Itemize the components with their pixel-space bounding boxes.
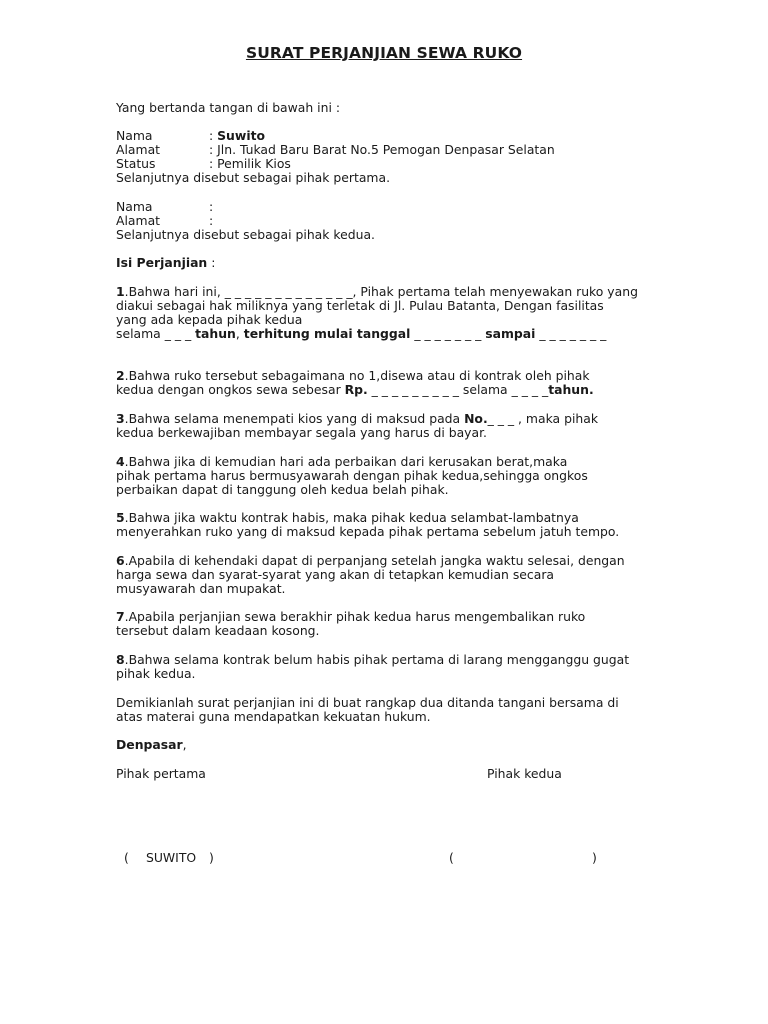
party1-address-value: : Jln. Tukad Baru Barat No.5 Pemogan Denpasar Selatan bbox=[209, 142, 555, 157]
clause-1-line-2: diakui sebagai hak miliknya yang terletak di Jl. Pulau Batanta, Dengan fasilitas bbox=[116, 298, 604, 313]
clause-3-number: 3 bbox=[116, 411, 125, 426]
contents-colon: : bbox=[207, 255, 216, 270]
clause-1-terhitung: terhitung mulai tanggal bbox=[243, 326, 411, 341]
party1-paren-close: ) bbox=[209, 850, 214, 865]
party1-signature-name: SUWITO bbox=[146, 850, 197, 865]
party2-name-label: Nama bbox=[116, 199, 153, 214]
clause-6-line-3: musyawarah dan mupakat. bbox=[116, 581, 286, 596]
clause-4-line-3: perbaikan dapat di tanggung oleh kedua belah pihak. bbox=[116, 482, 449, 497]
clause-1-line-4 bbox=[116, 327, 606, 341]
party2-address-label: Alamat bbox=[116, 213, 161, 228]
party1-paren-open: ( bbox=[124, 850, 129, 865]
party2-name-row bbox=[116, 200, 213, 214]
clause-1-text-1: .Bahwa hari ini, _ _ _ _ _ _ _ _ _ _ _ _ _, Pihak pertama telah menyewakan ruko yang bbox=[124, 284, 638, 299]
clause-1-line-3: yang ada kepada pihak kedua bbox=[116, 312, 303, 327]
clause-5-line-1 bbox=[116, 511, 579, 525]
intro-text: Yang bertanda tangan di bawah ini : bbox=[116, 100, 341, 115]
clause-8-text-1: .Bahwa selama kontrak belum habis pihak pertama di larang mengganggu gugat bbox=[124, 652, 630, 667]
clause-6-text-1: .Apabila di kehendaki dapat di perpanjang setelah jangka waktu selesai, dengan bbox=[124, 553, 625, 568]
clause-2-text-2: kedua dengan ongkos sewa sebesar bbox=[116, 382, 345, 397]
party2-closing: Selanjutnya disebut sebagai pihak kedua. bbox=[116, 227, 375, 242]
clause-7-line-1 bbox=[116, 610, 585, 624]
clause-1-period-blank: selama _ _ _ bbox=[116, 326, 196, 341]
clause-3-text-1b: _ _ _ , maka pihak bbox=[487, 411, 599, 426]
clause-3-line-2: kedua berkewajiban membayar segala yang harus di bayar. bbox=[116, 425, 487, 440]
party1-closing: Selanjutnya disebut sebagai pihak pertama. bbox=[116, 170, 391, 185]
party2-paren-close: ) bbox=[592, 850, 597, 865]
clause-3-text-1: .Bahwa selama menempati kios yang di maksud pada bbox=[124, 411, 465, 426]
party2-signature-label: Pihak kedua bbox=[487, 766, 562, 781]
party1-status-label: Status bbox=[116, 156, 156, 171]
clause-2-text-1: .Bahwa ruko tersebut sebagaimana no 1,disewa atau di kontrak oleh pihak bbox=[124, 368, 590, 383]
clause-3-line-1 bbox=[116, 412, 598, 426]
place-name: Denpasar bbox=[116, 737, 183, 752]
clause-5-line-2: menyerahkan ruko yang di maksud kepada pihak pertama sebelum jatuh tempo. bbox=[116, 524, 620, 539]
place-row bbox=[116, 738, 187, 752]
clause-7-line-2: tersebut dalam keadaan kosong. bbox=[116, 623, 320, 638]
party1-name-sep: : bbox=[209, 128, 218, 143]
party1-name-row bbox=[116, 129, 265, 143]
clause-4-number: 4 bbox=[116, 454, 125, 469]
clause-8-number: 8 bbox=[116, 652, 125, 667]
party1-address-row bbox=[116, 143, 555, 157]
clause-8-line-2: pihak kedua. bbox=[116, 666, 196, 681]
place-comma: , bbox=[182, 737, 187, 752]
party1-status-value: : Pemilik Kios bbox=[209, 156, 291, 171]
clause-3-no: No. bbox=[464, 411, 488, 426]
clause-2-line-2 bbox=[116, 383, 594, 397]
clause-7-number: 7 bbox=[116, 609, 125, 624]
clause-4-line-1 bbox=[116, 455, 567, 469]
party2-paren-open: ( bbox=[449, 850, 454, 865]
party2-address-value: : bbox=[209, 213, 214, 228]
party1-status-row bbox=[116, 157, 291, 171]
contents-heading: Isi Perjanjian bbox=[116, 255, 208, 270]
clause-1-tahun: tahun bbox=[195, 326, 236, 341]
closing-line-1: Demikianlah surat perjanjian ini di buat rangkap dua ditanda tangani bersama di bbox=[116, 695, 619, 710]
party2-address-row bbox=[116, 214, 213, 228]
clause-1-start-blank: _ _ _ _ _ _ _ bbox=[410, 326, 486, 341]
clause-2-number: 2 bbox=[116, 368, 125, 383]
document-title: SURAT PERJANJIAN SEWA RUKO bbox=[245, 44, 523, 62]
clause-4-text-1: .Bahwa jika di kemudian hari ada perbaikan dari kerusakan berat,maka bbox=[124, 454, 568, 469]
clause-7-text-1: .Apabila perjanjian sewa berakhir pihak kedua harus mengembalikan ruko bbox=[124, 609, 586, 624]
clause-6-line-1 bbox=[116, 554, 625, 568]
clause-1-sampai: sampai bbox=[485, 326, 536, 341]
party1-name-label: Nama bbox=[116, 128, 153, 143]
clause-4-line-2: pihak pertama harus bermusyawarah dengan pihak kedua,sehingga ongkos bbox=[116, 468, 588, 483]
clause-2-tahun: tahun. bbox=[548, 382, 594, 397]
clause-2-rp: Rp. bbox=[344, 382, 368, 397]
clause-8-line-1 bbox=[116, 653, 629, 667]
clause-5-text-1: .Bahwa jika waktu kontrak habis, maka pihak kedua selambat-lambatnya bbox=[124, 510, 579, 525]
clause-5-number: 5 bbox=[116, 510, 125, 525]
party1-name-value: Suwito bbox=[217, 128, 265, 143]
clause-2-line-1 bbox=[116, 369, 590, 383]
closing-line-2: atas materai guna mendapatkan kekuatan hukum. bbox=[116, 709, 431, 724]
party2-name-value: : bbox=[209, 199, 214, 214]
clause-6-number: 6 bbox=[116, 553, 125, 568]
party1-signature-label: Pihak pertama bbox=[116, 766, 206, 781]
clause-6-line-2: harga sewa dan syarat-syarat yang akan di tetapkan kemudian secara bbox=[116, 567, 555, 582]
clause-1-number: 1 bbox=[116, 284, 125, 299]
party1-address-label: Alamat bbox=[116, 142, 161, 157]
clause-1-end-blank: _ _ _ _ _ _ _ bbox=[535, 326, 607, 341]
contents-heading-row bbox=[116, 256, 215, 270]
clause-2-blanks: _ _ _ _ _ _ _ _ _ selama _ _ _ _ bbox=[367, 382, 549, 397]
clause-1-comma: , bbox=[235, 326, 244, 341]
clause-1-line-1 bbox=[116, 285, 638, 299]
